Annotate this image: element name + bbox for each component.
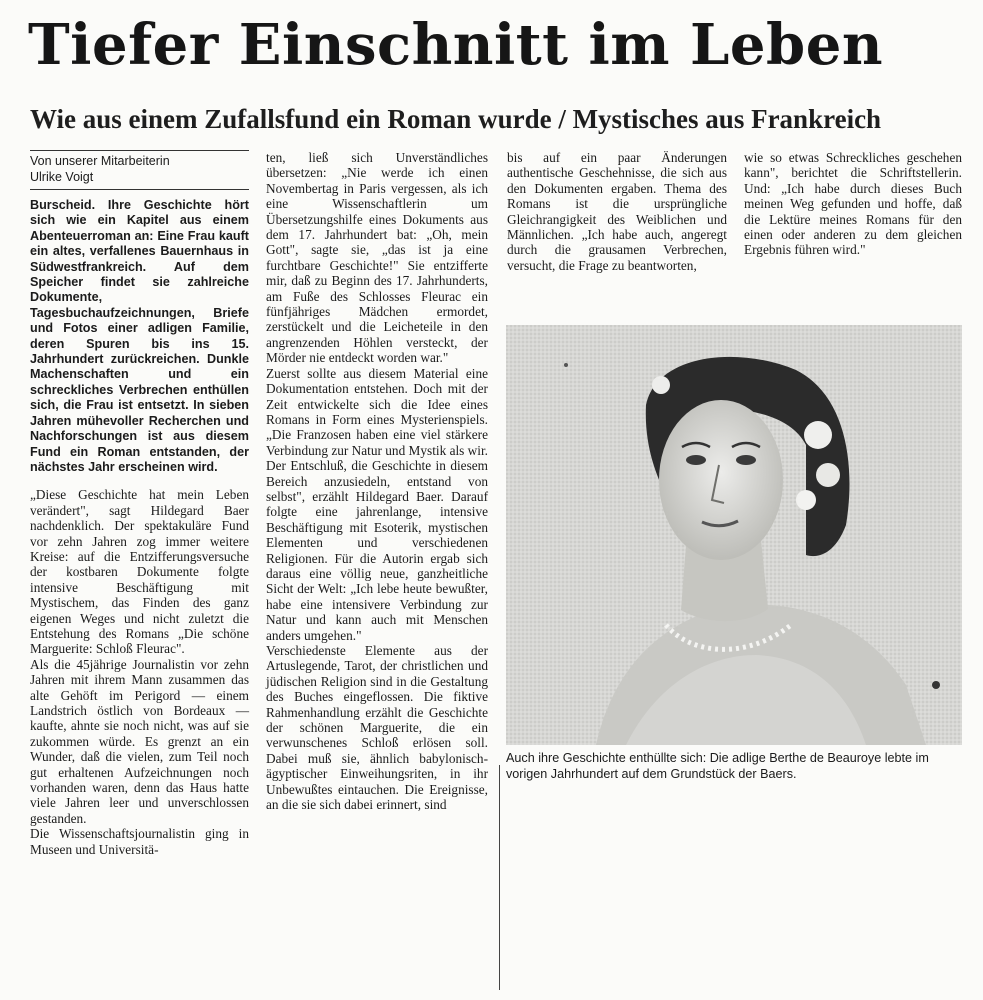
column-2 <box>266 150 488 812</box>
article-paragraph: Zuerst sollte aus diesem Material eine Dokumentation entstehen. Doch mit der Zeit entwickelte sich die Idee eines Romans in Form eines Mysterienspiels. „Die Franzosen haben eine viel stärkere Verbindung zur Natur und Mystik als wir. Der Entschluß, die Geschichte in diesem Bereich anzusiedeln, entstand von selbst", erzählt Hildegard Baer. Darauf folgte eine jahrenlange, intensive Beschäftigung mit Esoterik, mystischen Elementen und verschiedenen Religionen. Für die Autorin ergab sich daraus eine völlig neue, ganzheitliche Sicht der Welt: „Ich lebe heute bewußter, habe eine intensivere Verbindung zur Natur und kann auch mit Menschen anders umgehen." <box>266 365 488 643</box>
subheadline: Wie aus einem Zufallsfund ein Roman wurde / Mystisches aus Frankreich <box>30 104 882 134</box>
article-paragraph: bis auf ein paar Änderungen authentische Geschehnisse, die sich aus den Dokumenten ergaben. Thema des Romans ist die ursprüngliche Gleichrangigkeit des Weiblichen und Männlichen. „Ich habe auch, angeregt durch die grausamen Verbrechen, versucht, die Frage zu beantworten, <box>507 150 727 273</box>
article-paragraph: „Diese Geschichte hat mein Leben verändert", sagt Hildegard Baer nachdenklich. Der spektakuläre Fund vor zehn Jahren zog immer weitere Kreise: auf die Entzifferungsversuche der kostbaren Dokumente folgte intensive Beschäftigung mit Mystischem, das Finden des ganz eigenen Weges und nicht zuletzt die Entstehung des Romans „Die schöne Marguerite: Schloß Fleurac". <box>30 487 249 657</box>
article-paragraph: ten, ließ sich Unverständliches übersetzen: „Nie werde ich einen Novembertag in Paris vergessen, als ich eine Wissenschaftlerin um Übersetzungshilfe eines Dokuments aus dem 17. Jahrhundert bat: „Oh, mein Gott", sagte sie, „das ist ja eine furchtbare Geschichte!" Sie entzifferte mir, daß zu Beginn des 17. Jahrhunderts, am Fuße des Schlosses Fleurac ein fünfjähriges Mädchen ermordet, zerstückelt und die Leicheteile in den angrenzenden Höhlen versteckt, der Mörder nie entdeckt worden war." <box>266 150 488 366</box>
headline: Tiefer Einschnitt im Leben <box>28 12 884 78</box>
byline-author: Ulrike Voigt <box>30 170 94 184</box>
column-3 <box>507 150 727 273</box>
column-1 <box>30 150 249 857</box>
lead-paragraph: Burscheid. Ihre Geschichte hört sich wie ein Kapitel aus einem Abenteuerroman an: Eine Frau kauft ein altes, verfallenes Bauernhaus in Südwestfrankreich. Auf dem Speicher findet sie zahlreiche Dokumente, Tagesbuchaufzeichnungen, Briefe und Fotos einer adligen Familie, deren Spuren bis ins 15. Jahrhundert zurückreichen. Dunkle Machenschaften und ein schreckliches Verbrechen enthüllen sich, die Frau ist entsetzt. In sieben Jahren mühevoller Recherchen und Nachforschungen ist aus diesem Fund ein Roman entstanden, der nächstes Jahr erscheinen wird. <box>30 198 249 474</box>
byline-line-1: Von unserer Mitarbeiterin <box>30 154 170 168</box>
portrait-photo <box>506 325 962 745</box>
article-paragraph: Verschiedenste Elemente aus der Artuslegende, Tarot, der christlichen und jüdischen Religion sind in die Gestaltung des Buches eingeflossen. Die fiktive Rahmenhandlung erzählt die Geschichte der schönen Marguerite, die ein verwunschenes Schloß erlösen soll. Dabei muß sie, ähnlich babylonisch-ägyptischer Einweihungsriten, in ihr Unbewußtes eintauchen. Die Ereignisse, an die sie sich dabei erinnert, sind <box>266 643 488 813</box>
portrait-image <box>506 325 962 745</box>
photo-caption: Auch ihre Geschichte enthüllte sich: Die adlige Berthe de Beauroye lebte im vorigen Jahrhundert auf dem Grundstück der Baers. <box>506 751 929 781</box>
article-paragraph: wie so etwas Schreckliches geschehen kann", berichtet die Schriftstellerin. Und: „Ich habe durch dieses Buch meinen Weg gefunden und hoffe, daß die Lektüre meines Romans für den einen oder anderen zu dem gleichen Ergebnis führen wird." <box>744 150 962 258</box>
article-paragraph: Als die 45jährige Journalistin vor zehn Jahren mit ihrem Mann zusammen das alte Gehöft im Perigord — einem Landstrich östlich von Bordeaux — kaufte, ahnte sie noch nicht, was auf sie zukommen würde. Es grenzt an ein Wunder, daß die vielen, zum Teil noch gut erhaltenen Aufzeichnungen noch vorhanden waren, denn das Haus hatte viele Jahren leer und unverschlossen gestanden. <box>30 656 249 826</box>
column-divider <box>499 765 500 990</box>
article-paragraph: Die Wissenschaftsjournalistin ging in Museen und Universitä- <box>30 826 249 857</box>
column-4 <box>744 150 962 258</box>
byline <box>30 150 249 190</box>
